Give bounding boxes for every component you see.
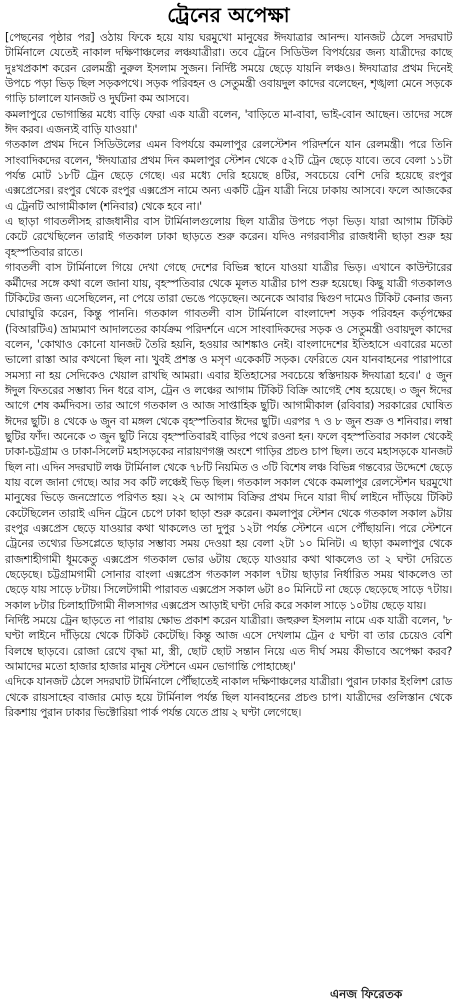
- paragraph-2: কমলাপুরে ভোগান্তির মধ্যে বাড়ি ফেরা এক যাত্রী বলেন, 'বাড়িতে মা-বাবা, ভাই-বোন আছেন। তাদের সঙ্গে ঈদ করব। এজন্যই বাড়ি যাওয়া।': [5, 107, 452, 137]
- headline: ট্রেনের অপেক্ষা: [167, 3, 290, 27]
- next-article-fragment: এনজ ফিরেতক: [330, 987, 403, 1001]
- paragraph-4: এ ছাড়া গাবতলীসহ রাজধানীর বাস টার্মিনালগুলোয় ছিল যাত্রীর উপচে পড়া ভিড়। যারা আগাম টিকিট কেটে রেখেছিলেন তারাই গতকাল ঢাকা ছাড়তে শুরু করেন। যদিও নগরবাসীর রাজধানী ছাড়া শুরু হয় বৃহস্পতিবার রাতে।: [5, 215, 452, 259]
- paragraph-1: [5, 30, 452, 107]
- continued-from-kicker: [পেছনের পৃষ্ঠার পর]: [5, 31, 95, 44]
- paragraph-1-text: ওঠায় ফিকে হয়ে যায় ঘরমুখো মানুষের ঈদযাত্রার আনন্দ। যানজট ঠেলে সদরঘাট টার্মিনালে যেতেই নাকাল দক্ষিণাঞ্চলের লঞ্চযাত্রীরা। তবে ট্রেনে সিডিউল বিপর্যয়ের জন্য যাত্রীদের কাছে দুঃখপ্রকাশ করেন রেলমন্ত্রী নুরুল ইসলাম সুজন। নির্দিষ্ট সময়ে ছেড়ে যায়নি লঞ্চও। ঈদযাত্রার প্রথম দিনেই উপচে পড়া ভিড় ছিল সড়কপথে। সড়ক পরিবহন ও সেতুমন্ত্রী ওবায়দুল কাদের বলেছেন, শৃঙ্খলা মেনে সড়কে গাড়ি চালালে যানজট ও দুর্ঘটনা কম আসবে।: [5, 31, 453, 106]
- paragraph-5: গাবতলী বাস টার্মিনালে গিয়ে দেখা গেছে দেশের বিভিন্ন স্থানে যাওয়া যাত্রীর ভিড়। এখানে কাউন্টারের কর্মীদের সঙ্গে কথা বলে জানা যায়, বৃহস্পতিবার থেকে মূলত যাত্রীর চাপ শুরু হয়েছে। কিছু যাত্রী গতকালও টিকিটের জন্য এসেছিলেন, না পেয়ে তারা ভেঙে পড়েছেন। অনেকে আবার দ্বিগুণ দামেও টিকিট কেনার জন্য ঘোরাঘুরি করেন, কিন্তু পাননি। গতকাল গাবতলী বাস টার্মিনালে বাংলাদেশ সড়ক পরিবহন কর্তৃপক্ষের (বিআরটিএ) ভ্রাম্যমাণ আদালতের কার্যক্রম পরিদর্শনে এসে সাংবাদিকদের সড়ক ও সেতুমন্ত্রী ওবায়দুল কাদের বলেন, 'কোথাও কোনো যানজট তৈরি হয়নি, হওয়ার আশঙ্কাও নেই। বাংলাদেশের ইতিহাসে এবারের মতো ভালো রাস্তা আর কখনো ছিল না। খুবই প্রশস্ত ও মসৃণ একেকটি সড়ক। ফেরিতে যেন যানবাহনের পারাপারে সমস্যা না হয় সেদিকেও খেয়াল রাখছি আমরা। এবার ইতিহাসের সবচেয়ে স্বস্তিদায়ক ঈদযাত্রা হবে।' ৫ জুন ঈদুল ফিতরের সম্ভাব্য দিন ধরে বাস, ট্রেন ও লঞ্চের আগাম টিকিট বিক্রি আগেই শেষ হয়েছে। ৩ জুন ঈদের আগে শেষ কর্মদিবস। তার আগে গতকাল ও আজ সাপ্তাহিক ছুটি। আগামীকাল (রবিবার) সরকারের ঘোষিত ঈদের ছুটি। ৪ থেকে ৬ জুন বা মঙ্গল থেকে বৃহস্পতিবার ঈদের ছুটি। এরপর ৭ ও ৮ জুন শুক্র ও শনিবার। লম্বা ছুটির ফাঁদ। অনেকে ৩ জুন ছুটি নিয়ে বৃহস্পতিবারই বাড়ির পথে রওনা হন। ফলে বৃহস্পতিবার সকাল থেকেই ঢাকা-চট্টগ্রাম ও ঢাকা-সিলেট মহাসড়কের নারায়ণগঞ্জ অংশে গাড়ির প্রচণ্ড চাপ ছিল। তবে মহাসড়কে যানজট ছিল না। এদিন সদরঘাট লঞ্চ টার্মিনাল থেকে ৭৮টি নিয়মিত ও ৩টি বিশেষ লঞ্চ বিভিন্ন গন্তব্যের উদ্দেশে ছেড়ে যায় বলে জানা গেছে। আর সব কটি লঞ্চেই ভিড় ছিল। গতকাল সকাল থেকে কমলাপুর রেলস্টেশন ঘরমুখো মানুষের ভিড়ে জনস্রোতে পরিণত হয়। ২২ মে আগাম বিক্রির প্রথম দিনে যারা দীর্ঘ লাইনে দাঁড়িয়ে টিকিট কেটেছিলেন তারাই এদিন ট্রেনে চেপে ঢাকা ছাড়া শুরু করেন। কমলাপুর স্টেশন থেকে গতকাল সকাল ৯টায় রংপুর এক্সপ্রেস ছেড়ে যাওয়ার কথা থাকলেও তা দুপুর ১২টা পর্যন্ত স্টেশনে এসে পৌঁছায়নি। পরে স্টেশনে ট্রেনের তথ্যের ডিসপ্লেতে ছাড়ার সম্ভাব্য সময় দেওয়া হয় বেলা ২টা ১০ মিনিট। এ ছাড়া কমলাপুর থেকে রাজশাহীগামী ধূমকেতু এক্সপ্রেস গতকাল ভোর ৬টায় ছেড়ে যাওয়ার কথা থাকলেও তা ২ ঘণ্টা দেরিতে ছেড়েছে। চট্টগ্রামগামী সোনার বাংলা এক্সপ্রেস গতকাল সকাল ৭টায় ছাড়ার নির্ধারিত সময় থাকলেও তা ছেড়ে যায় সাড়ে ৮টায়। সিলেটগামী পারাবত এক্সপ্রেস সকাল ৬টা ৪০ মিনিটে না ছেড়ে ছেড়েছে সাড়ে ৭টায়। সকাল ৮টার চিলাহাটিগামী নীলসাগর এক্সপ্রেস আড়াই ঘণ্টা দেরি করে সকাল সাড়ে ১০টায় ছেড়ে যায়।: [5, 261, 453, 612]
- article-body: [5, 30, 452, 720]
- paragraph-7: এদিকে যানজট ঠেলে সদরঘাট টার্মিনালে পৌঁছাতেই নাকাল দক্ষিণাঞ্চলের যাত্রীরা। পুরান ঢাকার ইংলিশ রোড থেকে রায়সাহেব বাজার মোড় হয়ে টার্মিনাল পর্যন্ত ছিল যানবাহনের প্রচণ্ড চাপ। যাত্রীদের গুলিস্তান থেকে রিকশায় পুরান ঢাকার ভিক্টোরিয়া পার্ক পর্যন্ত যেতে প্রায় ২ ঘণ্টা লেগেছে।: [5, 675, 452, 720]
- paragraph-3: গতকাল প্রথম দিনে সিডিউলের এমন বিপর্যয়ে কমলাপুর রেলস্টেশন পরিদর্শনে যান রেলমন্ত্রী। পরে তিনি সাংবাদিকদের বলেন, 'ঈদযাত্রার প্রথম দিন কমলাপুর স্টেশন থেকে ৫২টি ট্রেন ছেড়ে যাবে। তবে বেলা ১১টা পর্যন্ত মোট ১৮টি ট্রেন ছেড়ে গেছে। এর মধ্যে দেরি হয়েছে ৪টির, সবচেয়ে বেশি দেরি হয়েছে রংপুর এক্সপ্রেসের। রংপুর থেকে রংপুর এক্সপ্রেস নামে অন্য একটি ট্রেন যাত্রী নিয়ে ঢাকায় আসবে। ফলে আজকের এ ট্রেনটি আগামীকাল (শনিবার) থেকে হবে না।': [5, 138, 452, 213]
- paragraph-6: নির্দিষ্ট সময়ে ট্রেন ছাড়তে না পারায় ক্ষোভ প্রকাশ করেন যাত্রীরা। জহুরুল ইসলাম নামে এক যাত্রী বলেন, '৮ ঘণ্টা লাইনে দাঁড়িয়ে থেকে টিকিট কেটেছি। কিন্তু আজ এসে দেখলাম ট্রেন ৫ ঘণ্টা বা তার চেয়েও বেশি বিলম্বে ছাড়বে। রোজা রেখে বৃদ্ধা মা, স্ত্রী, ছোট ছোট সন্তান নিয়ে এত দীর্ঘ সময় কীভাবে অপেক্ষা করব? আমাদের মতো হাজার হাজার মানুষ স্টেশনে এমন ভোগান্তি পোহাচ্ছে।': [5, 614, 452, 674]
